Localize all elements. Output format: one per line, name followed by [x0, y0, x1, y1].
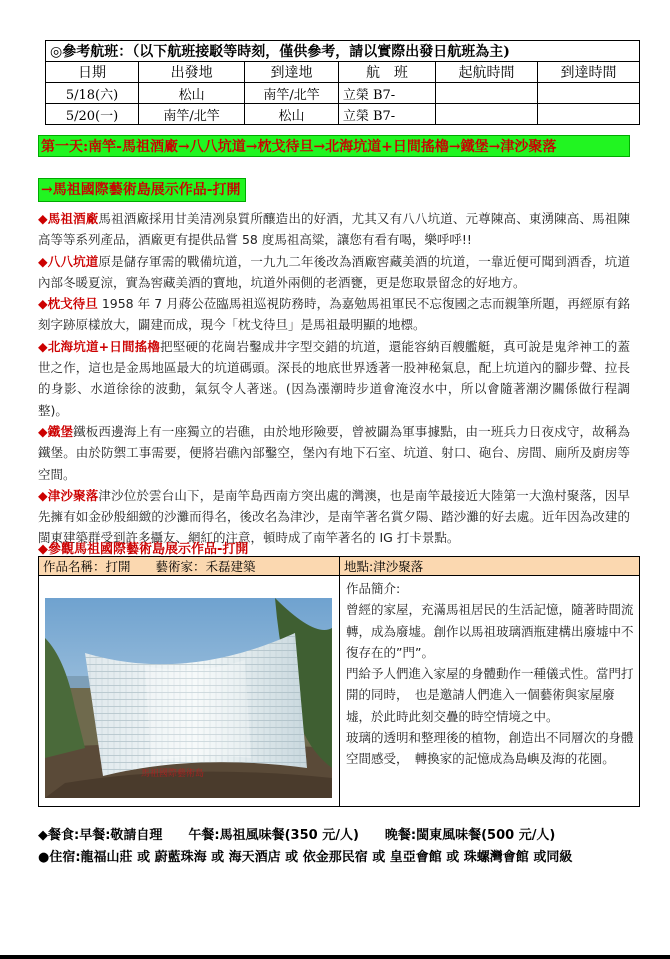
attraction-text: 1958 年 7 月蔣公莅臨馬祖巡視防務時，為嘉勉馬祖軍民不忘復國之志而親筆所題，再經原有銘刻字跡原樣放大，闢建而成，現今「枕戈待旦」是馬祖最明顯的地標。	[38, 296, 630, 333]
attraction-text: 鐵板西邊海上有一座獨立的岩礁，由於地形險要，曾被闢為軍事據點，由一班兵力日夜戍守，故稱為鐵堡。由於防禦工事需要，便將岩礁內部鑿空，堡內有地下石室、坑道、射口、砲台、房間、廁所及廚房等空間。	[38, 423, 630, 482]
attraction-paragraph	[38, 421, 630, 485]
cell-origin: 南竿/北竿	[138, 104, 244, 125]
cell-destination: 南竿/北竿	[245, 83, 339, 104]
artwork-location-label: 地點:津沙聚落	[340, 557, 640, 576]
header-arrive-time: 到達時間	[538, 62, 640, 83]
attraction-name: 津沙聚落	[47, 487, 99, 503]
cell-arrive-time	[538, 83, 640, 104]
accommodation-info: ●住宿:龍福山莊 或 蔚藍珠海 或 海天酒店 或 依金那民宿 或 皇亞會館 或 珠螺灣會館 或同級	[38, 850, 573, 865]
attraction-name: 枕戈待旦	[47, 296, 98, 312]
page-divider	[0, 955, 670, 959]
cell-origin: 松山	[138, 83, 244, 104]
diamond-bullet-icon: ◆	[38, 296, 48, 312]
attraction-paragraph	[38, 208, 630, 251]
diamond-bullet-icon: ◆	[38, 253, 48, 269]
artwork-intro-paragraph: 門給予人們進入家屋的身體動作一種儀式性。當門打開的同時， 也是邀請人們進入一個藝術與家屋廢墟，於此時此刻交疊的時空情境之中。	[346, 666, 634, 724]
cell-depart-time	[436, 83, 538, 104]
artwork-intro-paragraph: 曾經的家屋，充滿馬祖居民的生活記憶，隨著時間流轉，成為廢墟。創作以馬祖玻璃酒瓶建構出廢墟中不復存在的”門”。	[346, 602, 634, 660]
day-one-banner: 第一天:南竿-馬祖酒廠→八八坑道→枕戈待旦→北海坑道+日間搖櫓→鐵堡→津沙聚落	[38, 135, 630, 157]
artwork-intro-title: 作品簡介:	[346, 581, 401, 596]
cell-flight: 立榮 B7-	[338, 83, 435, 104]
artwork-photo-cell	[39, 576, 340, 807]
attraction-name: 鐵堡	[47, 423, 74, 439]
attraction-text: 津沙位於雲台山下，是南竿島西南方突出處的灣澳，也是南竿最接近大陸第一大漁村聚落，因早先擁有如金砂般細緻的沙灘而得名，後改名為津沙，是南竿著名賞夕陽、踏沙灘的好去處。近年因為改建的閩東建築群受到許多攝友、網紅的注意，頓時成了南竿著名的 IG 打卡景點。	[38, 487, 630, 546]
flight-table-title: ◎參考航班：（以下航班接駁等時刻，僅供參考，請以實際出發日航班為主)	[46, 41, 640, 62]
header-depart-time: 起航時間	[436, 62, 538, 83]
attraction-paragraph	[38, 336, 630, 421]
artwork-intro-paragraph: 玻璃的透明和整理後的植物，創造出不同層次的身體空間感受， 轉換家的記憶成為島嶼及海的花園。	[346, 730, 634, 767]
artwork-photo	[45, 598, 332, 798]
attraction-descriptions	[38, 208, 630, 549]
attraction-paragraph	[38, 251, 630, 294]
photo-caption: 馬祖國際藝術島	[141, 769, 205, 779]
header-origin: 出發地	[138, 62, 244, 83]
artwork-name-label: 作品名稱：打開 藝術家：禾磊建築	[39, 557, 340, 576]
art-section-heading: ◆參觀馬祖國際藝術島展示作品-打開	[38, 542, 249, 557]
attraction-text: 馬祖酒廠採用甘美清冽泉質所釀造出的好酒，尤其又有八八坑道、元尊陳高、東湧陳高、馬祖陳高等等系列產品，酒廠更有提供品嘗 58 度馬祖高粱，讓您有看有喝，樂呼呼!!	[38, 211, 630, 248]
diamond-bullet-icon: ◆	[38, 423, 48, 439]
attraction-name: 北海坑道+日間搖櫓	[47, 338, 161, 354]
cell-arrive-time	[538, 104, 640, 125]
cell-date: 5/20(一)	[46, 104, 139, 125]
attraction-name: 八八坑道	[47, 253, 99, 269]
attraction-paragraph	[38, 293, 630, 336]
cell-flight: 立榮 B7-	[338, 104, 435, 125]
artwork-table	[38, 556, 640, 807]
flight-table-header	[46, 62, 640, 83]
diamond-bullet-icon: ◆	[38, 487, 48, 503]
header-destination: 到達地	[245, 62, 339, 83]
header-flight: 航 班	[338, 62, 435, 83]
table-row	[46, 104, 640, 125]
attraction-name: 馬祖酒廠	[47, 211, 99, 226]
cell-depart-time	[436, 104, 538, 125]
attraction-text: 把堅硬的花崗岩鑿成井字型交錯的坑道，還能容納百艘艦艇，真可說是鬼斧神工的蓋世之作，這也是金馬地區最大的坑道碼頭。深長的地底世界透著一股神秘氣息，配上坑道內的腳步聲、拉長的身影、水道徐徐的波動，氣氛令人著迷。(因為漲潮時步道會淹沒水中，所以會隨著潮汐關係做行程調整)。	[38, 338, 630, 418]
flight-table	[45, 40, 640, 125]
cell-date: 5/18(六)	[46, 83, 139, 104]
artwork-intro	[340, 576, 640, 807]
cell-destination: 松山	[245, 104, 339, 125]
attraction-text: 原是儲存軍需的戰備坑道，一九九二年後改為酒廠窖藏美酒的坑道，一靠近便可聞到酒香，坑道內部冬暖夏涼，實為窖藏美酒的寶地，坑道外兩側的老酒甕，更是您取景留念的好地方。	[38, 253, 630, 290]
meal-info: ◆餐食:早餐:敬請自理 午餐:馬祖風味餐(350 元/人) 晚餐:閩東風味餐(500 元/人)	[38, 828, 556, 843]
table-row	[46, 83, 640, 104]
diamond-bullet-icon: ◆	[38, 338, 48, 354]
art-island-banner: →馬祖國際藝術島展示作品-打開	[38, 178, 246, 202]
header-date: 日期	[46, 62, 139, 83]
diamond-bullet-icon: ◆	[38, 211, 48, 226]
